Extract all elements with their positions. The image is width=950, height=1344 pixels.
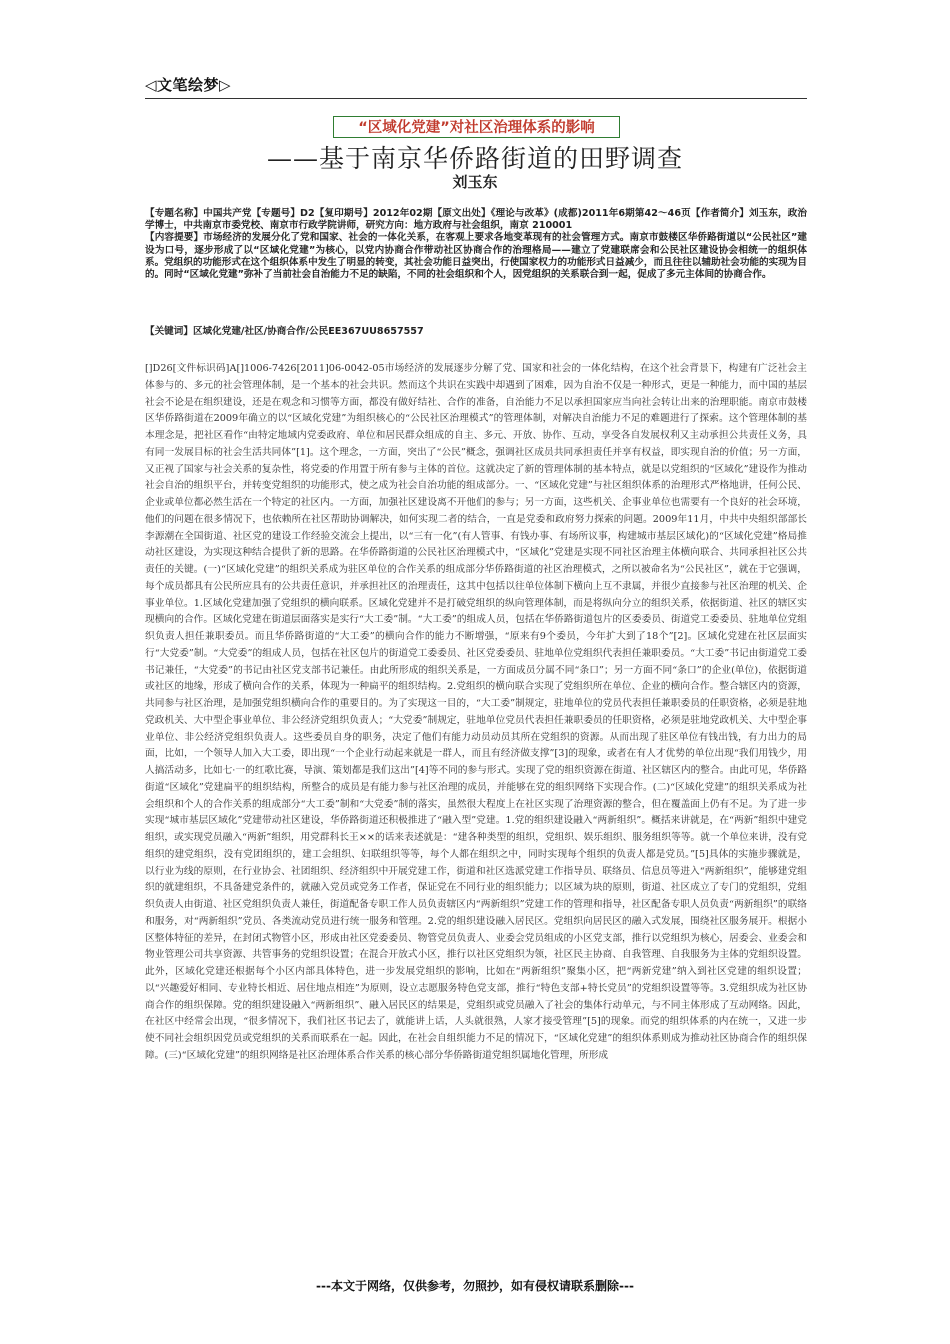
meta-info: 【专题名称】中国共产党【专题号】D2【复印期号】2012年02期【原文出处】《理论与改革》(成都)2011年6期第42～46页【作者简介】刘玉东，政治学博士，中共南京市委党校、南京市行政学院讲师，研究方向：地方政府与社会组织，南京 210001 — [145, 208, 807, 232]
disclaimer-footer: ---本文于网络，仅供参考，勿照抄，如有侵权请联系删除--- — [316, 1279, 634, 1293]
article-keywords: 【关键词】区域化党建/社区/协商合作/公民EE367UU8657557 — [145, 326, 424, 337]
article-title: “区域化党建”对社区治理体系的影响 — [358, 120, 595, 136]
body-text: []D26[文件标识码]A[]1006-7426[2011]06-0042-05市场经济的发展逐步分解了党、国家和社会的一体化结构，在这个社会背景下，构建有广泛社会主体参与的、多元的社会管理体制，是一个基本的社会共识。然而这个共识在实践中却遇到了困难，因为自治不仅是一种形式，更是一种能力，而中国的基层社会不论是在组织建设，还是在观念和习惯等方面，都没有做好结社、合作的准备，自治能力不足以承担国家应当向社会转让出来的治理职能。南京市鼓楼区华侨路街道在2009年确立的以“区域化党建”为组织核心的“公民社区治理模式”的管理体制，对解决自治能力不足的难题进行了探索。这个管理体制的基本理念是，把社区看作“由特定地域内党委政府、单位和居民群众组成的自主、多元、开放、协作、互动，享受各自发展权利又主动承担公共责任义务，具有同一发展目标的社会生活共同体”[1]。这个理念，一方面，突出了“公民”概念，强调社区成员共同承担责任并享有权益，即实现自治的价值；另一方面，又正视了国家与社会关系的复杂性，将党委的作用置于所有参与主体的首位。这就决定了新的管理体制的基本特点，就是以党组织的“区域化”建设作为推动社会自治的组织平台，并转变党组织的功能形式，使之成为社会自治功能的组成部分。一、“区域化党建”与社区组织体系的治理形式严格地讲，任何公民、企业或单位都必然生活在一个特定的社区内。一方面，加强社区建设离不开他们的参与；另一方面，这些机关、企事业单位也需要有一个良好的社会环境，他们的问题在很多情况下，也依赖所在社区帮助协调解决，如何实现二者的结合，一直是党委和政府努力探索的问题。2009年11月，中共中央组织部部长李源潮在全国街道、社区党的建设工作经验交流会上提出，以“三有一化”(有人管事、有钱办事、有场所议事，构建城市基层区域化)的“区域化党建”格局推动社区建设，为实现这种结合提供了新的思路。在华侨路街道的公民社区治理模式中，“区域化”党建是实现不同社区治理主体横向联合、共同承担社区公共责任的关键。(一)“区域化党建”的组织关系成为驻区单位的合作关系的组成部分华侨路街道的社区治理模式，之所以被命名为“公民社区”，就在于它强调，每个成员都具有公民所应具有的公共责任意识，并承担社区的治理责任，这其中包括以往单位体制下横向上互不隶属，并很少直接参与社区治理的机关、企事业单位。1.区域化党建加强了党组织的横向联系。区域化党建并不是打破党组织的纵向管理体制，而是将纵向分立的组织关系，依据街道、社区的辖区实现横向的合作。区域化党建在街道层面落实是实行“大工委”制。“大工委”的组成人员，包括在华侨路街道包片的区委委员、街道党工委委员、驻地单位党组织负责人担任兼职委员。而且华侨路街道的“大工委”的横向合作的能力不断增强，“原来有9个委员，今年扩大到了18个”[2]。区域化党建在社区层面实行“大党委”制。“大党委”的组成人员，包括在社区包片的街道党工委委员、社区党委委员、驻地单位党组织代表担任兼职委员。“大工委”书记由街道党工委书记兼任，“大党委”的书记由社区党支部书记兼任。由此所形成的组织关系是，一方面成员分属不同“条口”；另一方面不同“条口”的企业(单位)，依据街道或社区的地缘，形成了横向合作的关系，体现为一种扁平的组织结构。2.党组织的横向联合实现了党组织所在单位、企业的横向合作。整合辖区内的资源，共同参与社区治理，是加强党组织横向合作的重要目的。为了实现这一目的，“大工委”制规定，驻地单位的党员代表担任兼职委员的任职资格，必须是驻地党政机关、大中型企事业单位、非公经济党组织负责人；“大党委”制规定，驻地单位党员代表担任兼职委员的任职资格，必须是驻地党政机关、大中型企事业单位、非公经济党组织负责人。这些委员自身的职务，决定了他们有能力动员动员其所在党组织的资源。从而出现了驻区单位有钱出钱，有力出力的局面，比如，一个领导人加入大工委，即出现“一个企业行动起来就是一群人，而且有经济做支撑”[3]的现象，或者在有人才优势的单位出现“我们用钱少，用人搞活动多，比如七·一的红歌比赛，导演、策划都是我们这出”[4]等不同的参与形式。实现了党的组织资源在街道、社区辖区内的整合。由此可见，华侨路街道“区域化”党建扁平的组织结构，所整合的成员是有能力参与社区治理的成员，并能够在党的组织网络下实现合作。(二)“区域化党建”的组织关系成为社会组织和个人的合作关系的组成部分“大工委”制和“大党委”制的落实，虽然很大程度上在社区实现了治理资源的整合，但在覆盖面上仍有不足。为了进一步实现“城市基层区域化”党建带动社区建设，华侨路街道还积极推进了“融入型”党建。1.党的组织建设融入“两新组织”。概括来讲就是，在“两新”组织中建党组织，或实现党员融入“两新”组织，用党群科长王××的话来表述就是：“建各种类型的组织，党组织、娱乐组织、服务组织等等。就一个单位来讲，没有党组织的建党组织，没有党团组织的，建工会组织、妇联组织等等，每个人都在组织之中，同时实现每个组织的负责人都是党员。”[5]具体的实施步骤就是，以行业为线的原则，在行业协会、社团组织、经济组织中开展党建工作，街道和社区选派党建工作指导员、联络员、信息员等进入“两新组织”，能够建党组织的就建组织，不具备建党条件的，就融入党员或党务工作者，保证党在不同行业的组织能力；以区域为块的原则，街道、社区成立了专门的党组织，党组织负责人由街道、社区党组织负责人兼任，街道配备专职工作人员负责辖区内“两新组织”党建工作的管理和指导，社区配备专职人员负责“两新组织”的联络和服务，对“两新组织”党员、各类流动党员进行统一服务和管理。2.党的组织建设融入居民区。党组织向居民区的融入式发展，围绕社区服务展开。根据小区整体特征的差异，在封闭式物管小区，形成由社区党委委员、物管党员负责人、业委会党员组成的小区党支部，推行以党组织为核心，居委会、业委会和物业管理公司共享资源、共管事务的党组织设置；在混合开放式小区，推行以社区党组织为领，社区民主协商、自我管理、自我服务为主体的党组织设置。此外，区域化党建还根据每个小区内部具体特色，进一步发展党组织的影响，比如在“两新组织”聚集小区，把“两新党建”纳入到社区党建的组织设置；以“兴趣爱好相同、专业特长相近、居住地点相连”为原则，设立志愿服务特色党支部，推行“特色支部+特长党员”的党组织设置等等。3.党组织成为社区协商合作的组织保障。党的组织建设融入“两新组织”、融入居民区的结果是，党组织或党员融入了社会的集体行动单元，与不同主体形成了互动网络。因此，在社区中经常会出现，“很多情况下，我们社区书记去了，就能讲上话，人头就很熟，人家才接受管理”[5]的现象。而党的组织体系的内在统一，又进一步使不同社会组织因党员或党组织的关系而联系在一起。因此，在社会自组织能力不足的情况下，“区域化党建”的组织体系则成为推动社区协商合作的组织保障。(三)“区域化党建”的组织网络是社区治理体系合作关系的核心部分华侨路街道党组织属地化管理，所形成 — [145, 363, 807, 1061]
brand-logo: ◁文笔绘梦▷ — [145, 76, 232, 94]
article-author: 刘玉东 — [452, 173, 498, 191]
article-title-box — [333, 116, 620, 138]
page-header — [145, 70, 807, 99]
article-metadata — [145, 208, 807, 281]
meta-abstract: 【内容提要】市场经济的发展分化了党和国家、社会的一体化关系，在客观上要求各地变革现有的社会管理方式。南京市鼓楼区华侨路街道以“公民社区”建设为口号，逐步形成了以“区域化党建”为核心，以党内协商合作带动社区协商合作的治理格局——建立了党建联席会和公民社区建设协会相统一的组织体系。党组织的功能形式在这个组织体系中发生了明显的转变，其社会功能日益突出，行使国家权力的功能形式日益减少，而且往往以辅助社会功能的实现为目的。同时“区域化党建”弥补了当前社会自治能力不足的缺陷，不同的社会组织和个人，因党组织的关系联合到一起，促成了多元主体间的协商合作。 — [145, 232, 807, 281]
article-subtitle: ——基于南京华侨路街道的田野调查 — [266, 144, 683, 173]
article-body — [145, 361, 807, 1065]
